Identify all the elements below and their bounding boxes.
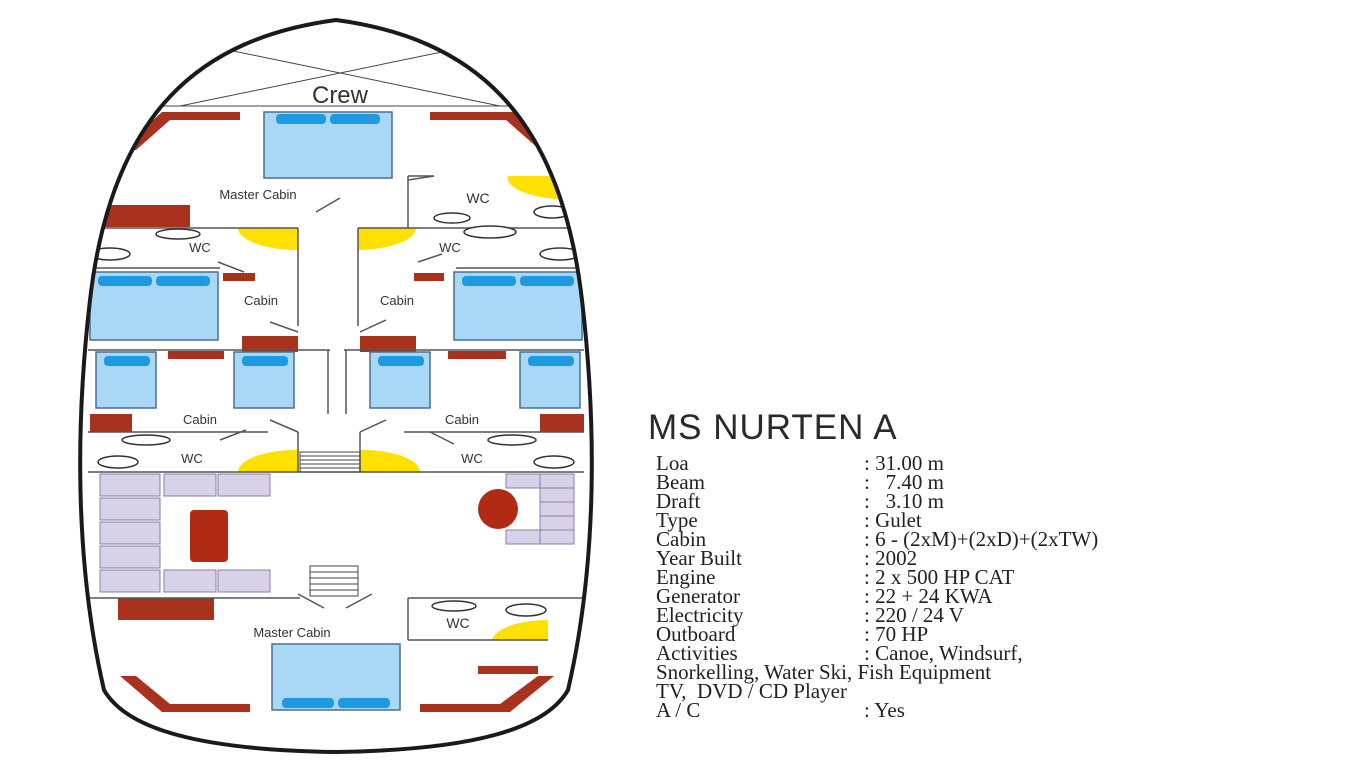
label-wc-3: WC (439, 240, 461, 255)
label-wc-6: WC (446, 615, 470, 631)
spec-row (648, 470, 1358, 494)
spec-value: : 22 + 24 KWA (864, 584, 993, 608)
spec-key: Engine (656, 565, 716, 589)
spec-key: Year Built (656, 546, 742, 570)
label-wc-1: WC (466, 190, 490, 206)
label-wc-5: WC (461, 451, 483, 466)
spec-continuation: Snorkelling, Water Ski, Fish Equipment (656, 660, 992, 684)
spec-key: Electricity (656, 603, 744, 627)
spec-value: : 6 - (2xM)+(2xD)+(2xTW) (864, 527, 1099, 551)
spec-continuation: TV, DVD / CD Player (656, 679, 847, 703)
spec-key: A / C (656, 698, 701, 722)
spec-key: Activities (656, 641, 738, 665)
spec-value: : 3.10 m (864, 489, 944, 513)
spec-value: : 7.40 m (864, 470, 944, 494)
spec-value: : 70 HP (864, 622, 929, 646)
label-cabin-starboard-lower: Cabin (445, 412, 479, 427)
round-table (478, 489, 518, 529)
label-wc-4: WC (181, 451, 203, 466)
spec-row (648, 698, 1358, 722)
spec-row (648, 603, 1358, 627)
spec-value: : Yes (864, 698, 905, 722)
spec-row (648, 565, 1358, 589)
label-master-cabin-front: Master Cabin (219, 187, 297, 202)
spec-row (648, 584, 1358, 608)
bulkheads (90, 112, 584, 712)
spec-key: Beam (656, 470, 705, 494)
partitions (88, 176, 584, 640)
spec-value: : 2 x 500 HP CAT (864, 565, 1015, 589)
spec-key: Generator (656, 584, 740, 608)
spec-value: : 220 / 24 V (864, 603, 964, 627)
spec-value: : 31.00 m (864, 451, 944, 475)
label-master-cabin-rear: Master Cabin (253, 625, 331, 640)
label-cabin-port-lower: Cabin (183, 412, 217, 427)
spec-row (648, 527, 1358, 551)
spec-key: Outboard (656, 622, 736, 646)
spec-row (648, 489, 1358, 513)
label-cabin-port-upper: Cabin (244, 293, 278, 308)
spec-key: Loa (656, 451, 689, 475)
saloon-table (190, 510, 228, 562)
label-wc-2: WC (189, 240, 211, 255)
spec-row (648, 451, 1358, 475)
spec-key: Cabin (656, 527, 707, 551)
spec-value: : 2002 (864, 546, 918, 570)
spec-rows (648, 451, 1358, 722)
spec-key: Draft (656, 489, 701, 513)
stairs (300, 452, 360, 596)
label-crew: Crew (311, 82, 369, 109)
ship-name: MS NURTEN A (648, 408, 898, 447)
label-cabin-starboard-upper: Cabin (380, 293, 414, 308)
spec-value: : Gulet (864, 508, 922, 532)
spec-sheet (648, 408, 1358, 720)
beds (90, 112, 582, 710)
spec-value: : Canoe, Windsurf, (864, 641, 1023, 665)
spec-key: Type (656, 508, 698, 532)
